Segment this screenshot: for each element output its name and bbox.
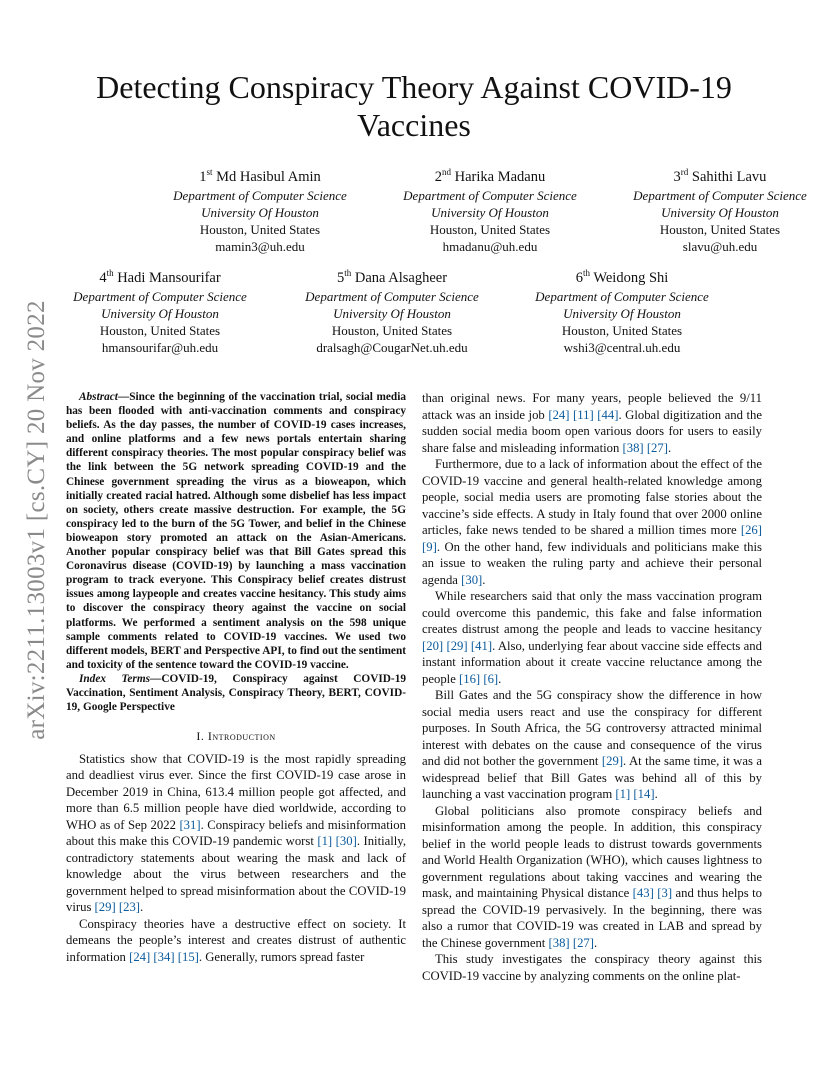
author-email[interactable]: hmansourifar@uh.edu <box>101 339 219 355</box>
author-university: University Of Houston <box>563 305 681 321</box>
body-paragraph: Conspiracy theories have a destructive effect on society. It demeans the people’s interest and creates distrust of authentic information [ 24 ] [ 34 ] [ 15 ] . Generally, rumors spread faster <box>66 916 406 966</box>
abstract-label: Abstract <box>79 391 118 403</box>
author-department: Department of Computer Science <box>403 187 577 203</box>
citation-link[interactable]: [ 3 ] <box>657 886 672 900</box>
author-university: University Of Houston <box>333 305 451 321</box>
citation-link[interactable]: [ 30 ] <box>461 573 482 587</box>
citation-link[interactable]: [ 24 ] <box>129 950 150 964</box>
author-location: Houston, United States <box>99 322 221 338</box>
citation-link[interactable]: [ 1 ] <box>317 834 332 848</box>
author-department: Department of Computer Science <box>173 187 347 203</box>
index-terms-text: —COVID-19, Conspiracy against COVID-19 Vaccination, Sentiment Analysis, Conspiracy Theory, BERT, COVID-19, Google Perspective <box>66 672 406 714</box>
author-name-text: Weidong Shi <box>589 269 669 286</box>
body-paragraph: Bill Gates and the 5G conspiracy show the difference in how social media users react and use the conspiracy for different purposes. In South Africa, the 5G controversy attracted minimal interest with debates on the cause and consequence of the virus and did not bother the government [ 29 ] . At the same time, it was a widespread belief that Bill Gates was behind all of this by launching a vast vaccination program [ 1 ] [ 14 ] . <box>422 687 762 803</box>
citation-link[interactable]: [ 29 ] <box>602 754 623 768</box>
author-ordinal: 5 <box>336 269 345 286</box>
author-location: Houston, United States <box>659 221 781 237</box>
citation-link[interactable]: [ 29 ] <box>446 639 467 653</box>
citation-link[interactable]: [ 29 ] <box>95 900 116 914</box>
author-card <box>40 264 280 356</box>
author-name <box>140 163 380 187</box>
citation-link[interactable]: [ 15 ] <box>178 950 199 964</box>
author-card <box>272 264 512 356</box>
author-ordinal-suffix: rd <box>680 167 689 177</box>
author-university: University Of Houston <box>201 204 319 220</box>
abstract <box>66 390 406 672</box>
body-paragraph: Statistics show that COVID-19 is the most rapidly spreading and deadliest virus ever. Since the first COVID-19 case arose in December 2019 in China, 613.4 million people got affected, and more than 6.5 million people have died worldwide, according to WHO as of Sep 2022 [ 31 ] . Conspiracy beliefs and misinformation about this make this COVID-19 pandemic worst [ 1 ] [ 30 ] . Initially, contradictory statements about wearing the mask and lack of knowledge about the virus between researchers and the government helped to spread misinformation about the COVID-19 virus [ 29 ] [ 23 ] . <box>66 751 406 916</box>
author-department: Department of Computer Science <box>305 288 479 304</box>
citation-link[interactable]: [ 34 ] <box>153 950 174 964</box>
author-email[interactable]: slavu@uh.edu <box>682 238 758 254</box>
author-name-text: Sahithi Lavu <box>688 168 767 185</box>
author-name <box>272 264 512 288</box>
author-ordinal-suffix: st <box>206 167 213 177</box>
citation-link[interactable]: [ 9 ] <box>422 540 437 554</box>
author-department: Department of Computer Science <box>535 288 709 304</box>
citation-link[interactable]: [ 14 ] <box>633 787 654 801</box>
left-paragraphs <box>66 751 406 966</box>
author-email[interactable]: wshi3@central.uh.edu <box>563 339 681 355</box>
author-location: Houston, United States <box>561 322 683 338</box>
author-location: Houston, United States <box>429 221 551 237</box>
author-card <box>502 264 742 356</box>
citation-link[interactable]: [ 26 ] <box>741 523 762 537</box>
citation-link[interactable]: [ 16 ] <box>459 672 480 686</box>
index-terms-label: Index Terms <box>79 672 151 685</box>
section-heading-introduction: I. Introduction <box>196 729 276 744</box>
citation-link[interactable]: [ 44 ] <box>597 408 618 422</box>
author-location: Houston, United States <box>331 322 453 338</box>
author-name <box>370 163 610 187</box>
author-ordinal: 6 <box>575 269 583 286</box>
author-ordinal-suffix: th <box>106 268 114 278</box>
author-name-text: Md Hasibul Amin <box>212 168 321 185</box>
author-ordinal: 2 <box>434 168 443 185</box>
right-paragraphs <box>422 390 762 984</box>
citation-link[interactable]: [ 27 ] <box>573 936 594 950</box>
citation-link[interactable]: [ 41 ] <box>471 639 492 653</box>
author-ordinal: 3 <box>673 168 681 185</box>
left-column <box>66 390 406 965</box>
citation-link[interactable]: [ 1 ] <box>615 787 630 801</box>
citation-link[interactable]: [ 6 ] <box>483 672 498 686</box>
author-email[interactable]: hmadanu@uh.edu <box>442 238 538 254</box>
author-name <box>40 264 280 288</box>
author-university: University Of Houston <box>101 305 219 321</box>
author-ordinal: 4 <box>99 269 107 286</box>
author-department: Department of Computer Science <box>73 288 247 304</box>
citation-link[interactable]: [ 30 ] <box>336 834 357 848</box>
body-paragraph: Furthermore, due to a lack of information about the effect of the COVID-19 vaccine and general health-related knowledge among people, social media users are promoting false stories about the vaccine’s side effects. A study in Italy found that over 2000 online articles, fake news tended to be shared a million times more [ 26 ] [ 9 ] . On the other hand, few individuals and politicians make this an issue to weaken the ruling party and achieve their personal agenda [ 30 ] . <box>422 456 762 588</box>
citation-link[interactable]: [ 38 ] <box>549 936 570 950</box>
index-terms <box>66 672 406 714</box>
right-column <box>422 390 762 984</box>
author-card <box>370 163 610 255</box>
author-ordinal-suffix: th <box>344 268 352 278</box>
author-location: Houston, United States <box>199 221 321 237</box>
author-name <box>600 163 828 187</box>
author-name-text: Dana Alsagheer <box>351 269 448 286</box>
author-card <box>140 163 380 255</box>
author-university: University Of Houston <box>661 204 779 220</box>
citation-link[interactable]: [ 23 ] <box>119 900 140 914</box>
author-email[interactable]: mamin3@uh.edu <box>215 238 305 254</box>
citation-link[interactable]: [ 11 ] <box>573 408 594 422</box>
author-ordinal: 1 <box>199 168 207 185</box>
author-card <box>600 163 828 255</box>
citation-link[interactable]: [ 24 ] <box>548 408 569 422</box>
arxiv-id-text: arXiv:2211.13003v1 [cs.CY] 20 Nov 2022 <box>23 300 50 740</box>
author-ordinal-suffix: nd <box>442 167 452 177</box>
author-name-text: Harika Madanu <box>451 168 546 185</box>
body-paragraph: than original news. For many years, people believed the 9/11 attack was an inside job [ 24 ] [ 11 ] [ 44 ] . Global digitization and the sudden social media boom open various doors for users to easily share false and misleading information [ 38 ] [ 27 ] . <box>422 390 762 456</box>
author-name <box>502 264 742 288</box>
author-email[interactable]: dralsagh@CougarNet.uh.edu <box>316 339 468 355</box>
body-paragraph: Global politicians also promote conspiracy beliefs and misinformation among the people. In addition, this conspiracy belief in the world people leads to distrust towards governments and World Health Organization (WHO), which causes lightness to government regulations about taking vaccines and wearing the mask, and maintaining Physical distance [ 43 ] [ 3 ] and thus helps to spread the COVID-19 pervasively. In the beginning, there was also a rumor that COVID-19 was created in LAB and spread by the Chinese government [ 38 ] [ 27 ] . <box>422 803 762 952</box>
author-name-text: Hadi Mansourifar <box>113 269 221 286</box>
paper-title: Detecting Conspiracy Theory Against COVID-19 Vaccines <box>96 69 732 143</box>
citation-link[interactable]: [ 38 ] <box>622 441 643 455</box>
body-paragraph: This study investigates the conspiracy theory against this COVID-19 vaccine by analyzing comments on the online plat- <box>422 952 762 983</box>
abstract-text: —Since the beginning of the vaccination trial, social media has been flooded with anti-vaccination comments and conspiracy beliefs. As the day passes, the number of COVID-19 cases increases, and online platforms and a few news portals entertain sharing different conspiracy theories. The most popular conspiracy belief was the link between the 5G network spreading COVID-19 and the Chinese government spreading the virus as a bioweapon, which initially created racial hatred. Although some disbelief has less impact on society, others create massive destruction. For example, the 5G conspiracy led to the burn of the 5G Tower, and belief in the Chinese bioweapon story promoted an attack on the Asian-Americans. Another popular conspiracy belief was that Bill Gates spread this Coronavirus disease (COVID-19) by launching a mass vaccination program to track everyone. This Conspiracy belief creates distrust issues among laypeople and creates vaccine hesitancy. This study aims to discover the conspiracy theory against the vaccine on social platforms. We performed a sentiment analysis on the 598 unique sample comments related to COVID-19 vaccines. We used two different models, BERT and Perspective API, to find out the sentiment and toxicity of the sentence toward the COVID-19 vaccine. <box>66 391 406 671</box>
author-ordinal-suffix: th <box>582 268 590 278</box>
citation-link[interactable]: [ 43 ] <box>633 886 654 900</box>
author-department: Department of Computer Science <box>633 187 807 203</box>
author-university: University Of Houston <box>431 204 549 220</box>
citation-link[interactable]: [ 27 ] <box>647 441 668 455</box>
citation-link[interactable]: [ 20 ] <box>422 639 443 653</box>
citation-link[interactable]: [ 31 ] <box>179 818 200 832</box>
body-paragraph: While researchers said that only the mass vaccination program could overcome this pandemic, this fake and false information creates distrust among the people and leads to vaccine hesitancy [ 20 ] [ 29 ] [ 41 ] . Also, underlying fear about vaccine side effects and instant information about it create vaccine reluctance among the people [ 16 ] [ 6 ] . <box>422 588 762 687</box>
